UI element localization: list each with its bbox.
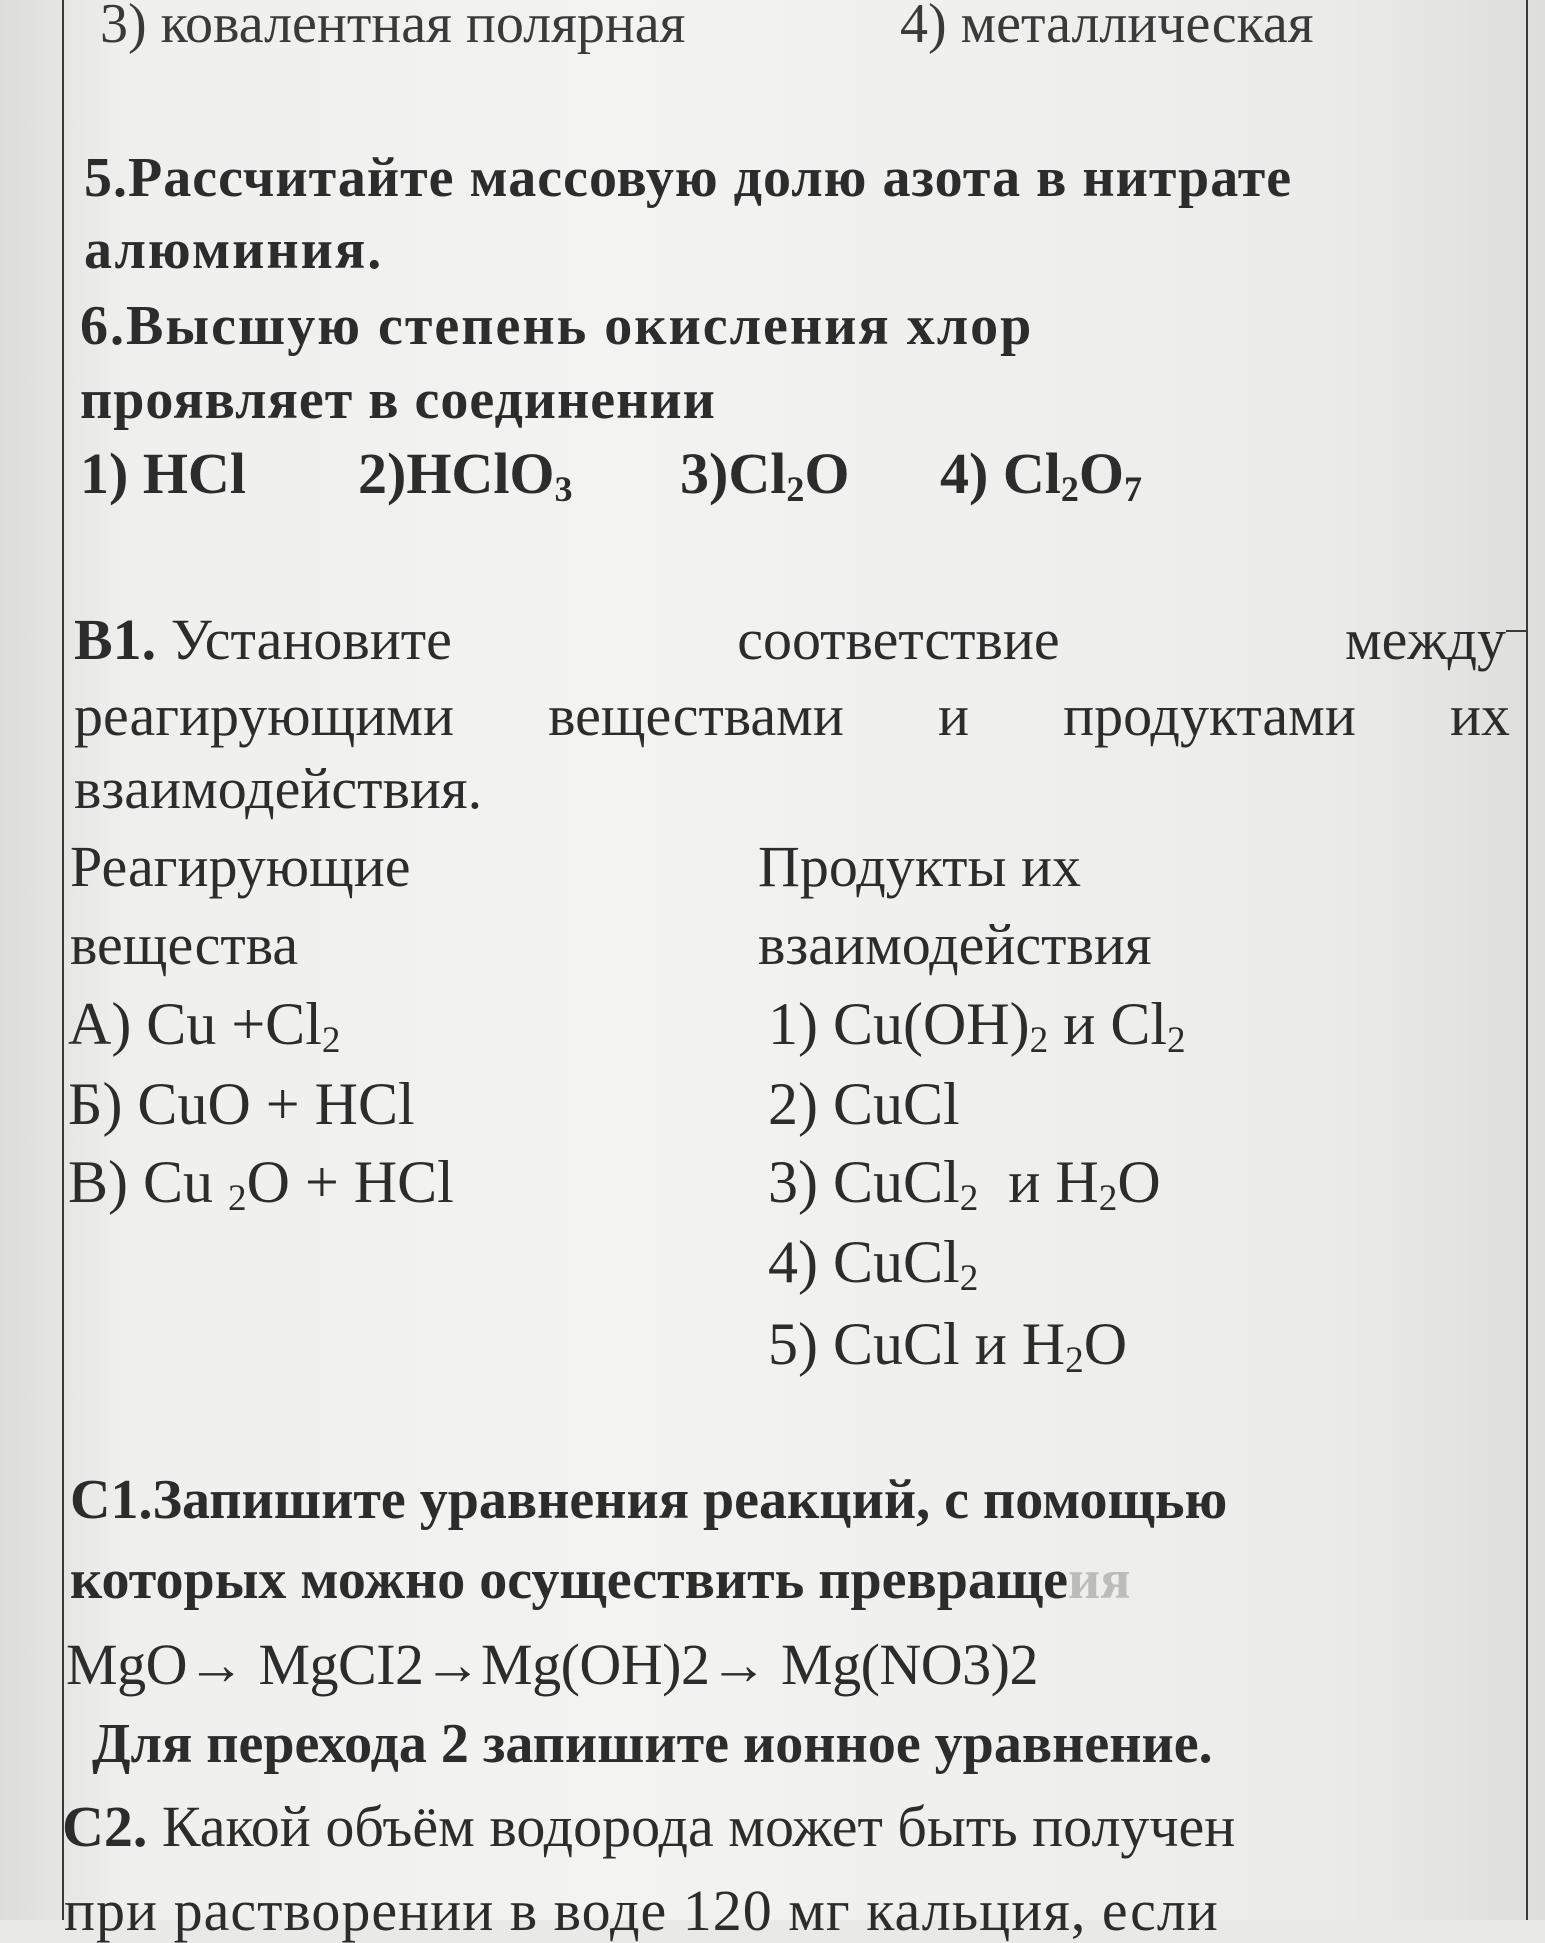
top-option-3: 3) ковалентная полярная bbox=[100, 0, 686, 55]
table-border-right bbox=[1526, 0, 1528, 1920]
c1-line-1: С1.Запишите уравнения реакций, с помощью bbox=[70, 1469, 1228, 1531]
reactant-v: В) Cu $_2$O + HCl bbox=[68, 1149, 454, 1220]
b1-left-header-1: Реагирующие bbox=[70, 834, 411, 899]
q6-option-2: 2)HClO$_3$ bbox=[358, 441, 573, 509]
table-border-tick bbox=[1506, 630, 1528, 632]
b1-line2-word-1: реагирующими bbox=[74, 683, 455, 748]
c1-line-4: Для перехода 2 запишите ионное уравнение. bbox=[92, 1713, 1213, 1775]
b1-line2-word-2: веществами bbox=[548, 683, 844, 748]
q6-option-1: 1) HCl bbox=[80, 441, 246, 506]
b1-right-header-2: взаимодействия bbox=[758, 912, 1152, 977]
b1-right-header-1: Продукты их bbox=[758, 834, 1081, 899]
reactant-a: А) $Cu +Cl_2$ bbox=[68, 991, 341, 1062]
b1-line2-word-5: их bbox=[1449, 683, 1510, 748]
q6-option-3: $3)Cl_2O$ bbox=[680, 441, 850, 509]
b1-label-group bbox=[74, 606, 452, 673]
top-option-4: 4) металлическая bbox=[900, 0, 1314, 55]
b1-line2-word-4: продуктами bbox=[1063, 683, 1356, 748]
product-2: 2) CuCl bbox=[768, 1071, 960, 1137]
q6-line-2: проявляет в соединении bbox=[80, 369, 716, 431]
q5-line-1: 5.Рассчитайте массовую долю азота в нитрате bbox=[84, 147, 1293, 209]
b1-line-3: взаимодействия. bbox=[74, 756, 483, 821]
b1-line2-word-3: и bbox=[937, 683, 970, 748]
b1-left-header-2: вещества bbox=[70, 912, 299, 977]
c2-line-1: С2. Какой объём водорода может быть получен bbox=[62, 1794, 1236, 1859]
b1-word-3: между bbox=[1344, 607, 1506, 672]
b1-word-1: Установите bbox=[170, 607, 452, 672]
product-5: 5) CuCl и $H_2O$ bbox=[768, 1311, 1128, 1382]
product-4: 4) CuCl$_2$ bbox=[768, 1229, 979, 1300]
table-border-left bbox=[62, 0, 64, 1920]
c2-line-2-cut: при растворении в воде 120 мг кальция, если bbox=[64, 1878, 1219, 1943]
q6-line-1: 6.Высшую степень окисления хлор bbox=[80, 295, 1034, 357]
c1-line-2: которых можно осуществить превращеия bbox=[70, 1549, 1131, 1611]
reactant-b: Б) CuO + HCl bbox=[68, 1071, 415, 1137]
product-3: 3) CuCl$_2$ и $H_2O$ bbox=[768, 1149, 1161, 1220]
b1-line-2 bbox=[74, 682, 1510, 749]
c1-chain: MgO→ MgCI2→Mg(OH)2→ Mg(NO3)2 bbox=[66, 1632, 1038, 1697]
b1-word-2: соответствие bbox=[737, 607, 1060, 672]
b1-line-1 bbox=[74, 606, 1506, 673]
b1-label: B1. bbox=[74, 607, 157, 672]
product-1: 1) $Cu(OH)_2$ и $Cl_2$ bbox=[768, 991, 1186, 1062]
q6-option-4: 4) $Cl_2O_7$ bbox=[940, 441, 1142, 509]
q5-line-2: алюминия. bbox=[84, 219, 384, 281]
